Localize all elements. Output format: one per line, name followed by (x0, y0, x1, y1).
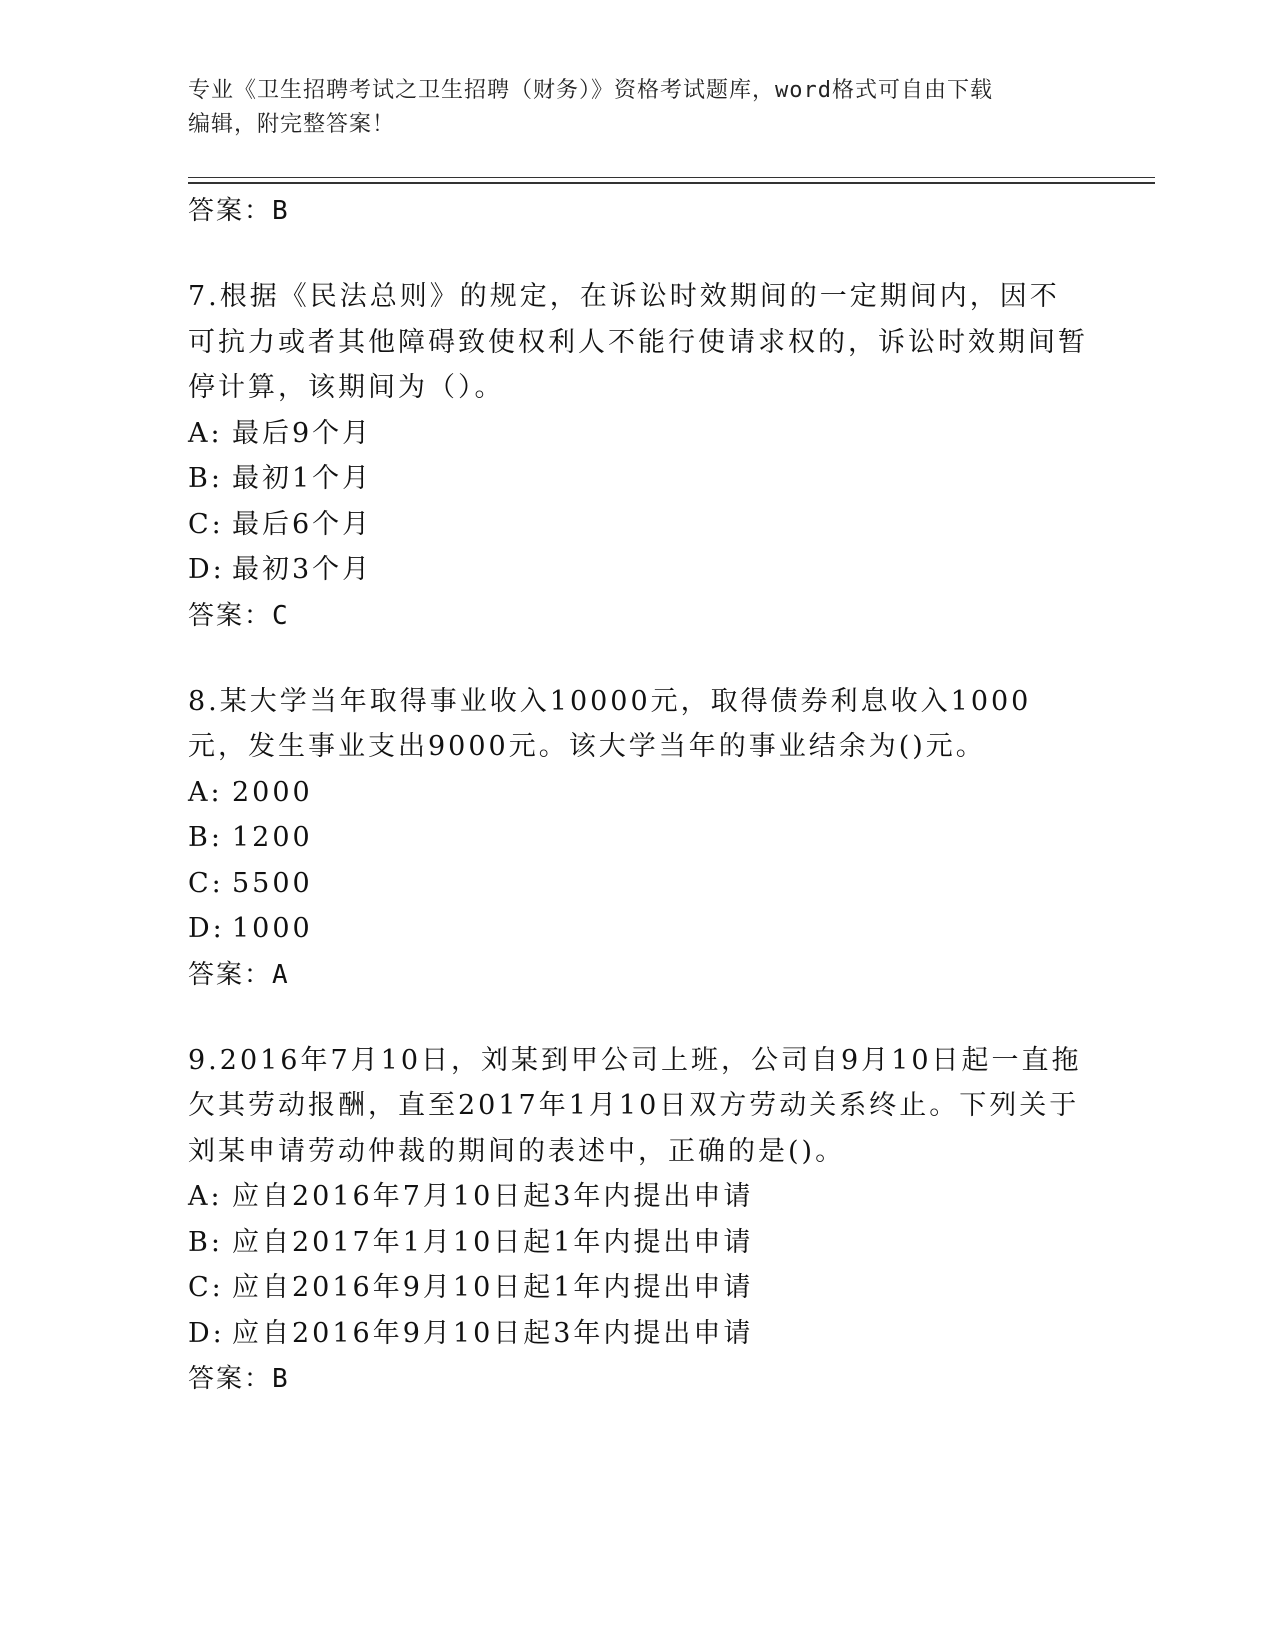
option-letter: D: (188, 913, 225, 944)
option-a (188, 770, 1088, 816)
option-letter: A: (188, 1181, 223, 1212)
option-text: 最初1个月 (232, 463, 373, 494)
question-text: 8.某大学当年取得事业收入10000元，取得债券利息收入1000元，发生事业支出9000元。该大学当年的事业结余为()元。 (188, 685, 1032, 762)
option-letter: C: (188, 867, 224, 899)
option-b (188, 456, 1088, 502)
option-d (188, 906, 1088, 952)
option-letter: B: (188, 1226, 223, 1258)
answer-label: 答案：B (188, 1364, 290, 1394)
option-b (188, 815, 1088, 861)
option-letter: D: (188, 554, 225, 585)
option-d (188, 547, 1088, 593)
option-letter: C: (188, 1272, 224, 1303)
option-c (188, 861, 1088, 907)
option-letter: A: (188, 417, 223, 449)
answer-label: 答案：A (188, 959, 290, 990)
option-letter: B: (188, 463, 223, 494)
option-text: 应自2016年9月10日起3年内提出申请 (232, 1317, 754, 1349)
document-header (188, 74, 1068, 142)
option-text: 应自2016年9月10日起1年内提出申请 (232, 1272, 754, 1303)
option-letter: D: (188, 1317, 225, 1349)
question-7 (188, 274, 1088, 639)
option-letter: C: (188, 508, 224, 540)
option-text: 1200 (232, 822, 313, 853)
question-9 (188, 1038, 1088, 1403)
option-d (188, 1311, 1088, 1357)
option-text: 最初3个月 (232, 554, 373, 585)
header-divider-thin (188, 177, 1155, 178)
option-c (188, 1265, 1088, 1311)
answer-label: 答案：C (188, 600, 290, 631)
answer-label: 答案：B (188, 196, 290, 226)
question-text: 7.根据《民法总则》的规定，在诉讼时效期间的一定期间内，因不可抗力或者其他障碍致使权利人不能行使请求权的，诉讼时效期间暂停计算，该期间为（）。 (188, 281, 1088, 403)
option-c (188, 502, 1088, 548)
option-letter: B: (188, 822, 223, 853)
option-text: 5500 (232, 867, 313, 899)
header-divider-thick (188, 182, 1155, 184)
option-text: 1000 (232, 913, 313, 944)
option-a (188, 1174, 1088, 1220)
header-line-2: 编辑，附完整答案！ (188, 112, 396, 137)
option-text: 最后6个月 (232, 508, 373, 540)
question-8 (188, 679, 1088, 998)
question-list (188, 188, 1088, 1402)
option-b (188, 1220, 1088, 1266)
option-letter: A: (188, 776, 223, 808)
option-text: 应自2017年1月10日起1年内提出申请 (232, 1226, 754, 1258)
question-text: 9.2016年7月10日，刘某到甲公司上班，公司自9月10日起一直拖欠其劳动报酬，直至2017年1月10日双方劳动关系终止。下列关于刘某申请劳动仲裁的期间的表述中，正确的是()。 (188, 1044, 1082, 1167)
option-text: 2000 (232, 776, 313, 808)
header-line-1: 专业《卫生招聘考试之卫生招聘（财务）》资格考试题库，word格式可自由下载 (188, 78, 993, 103)
option-text: 应自2016年7月10日起3年内提出申请 (232, 1181, 754, 1212)
option-a (188, 411, 1088, 457)
option-text: 最后9个月 (232, 417, 373, 449)
